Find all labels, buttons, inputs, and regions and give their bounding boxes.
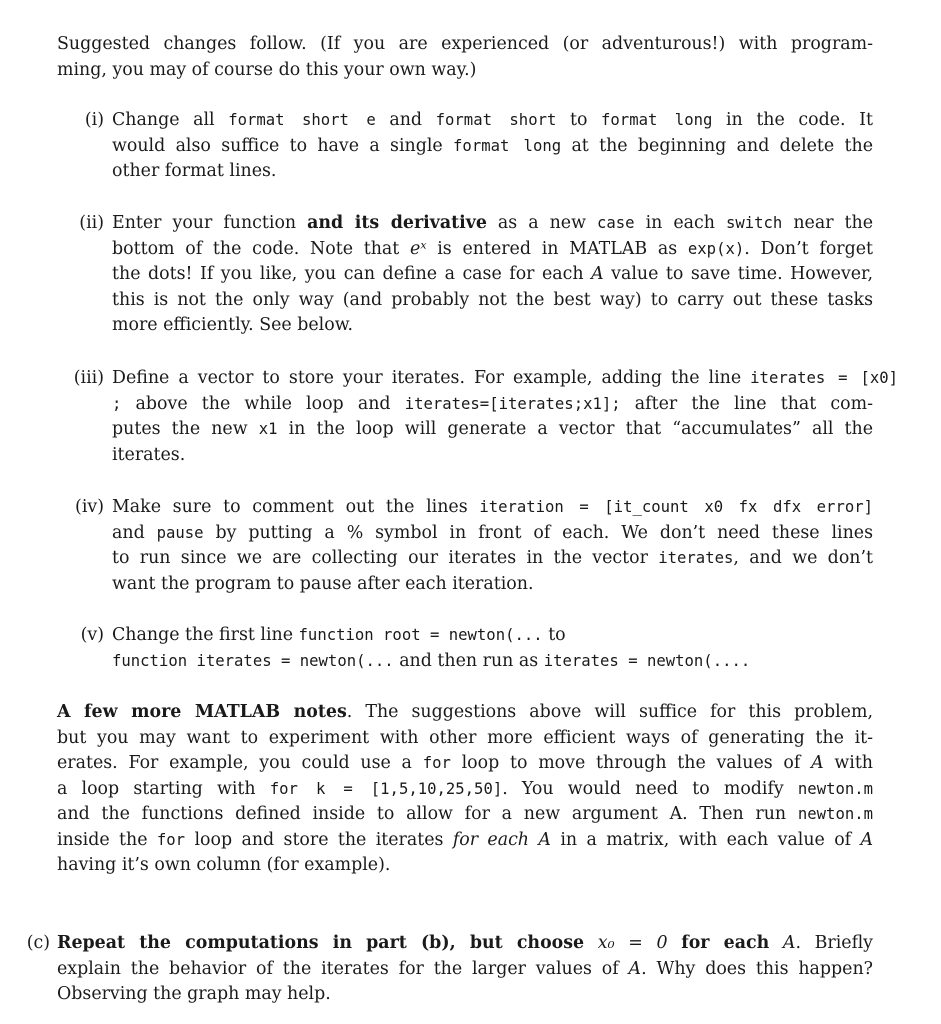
item-ii-line-1: Enter your function and its derivative as a new case in each switch near the (112, 213, 873, 233)
part-c-line-2: explain the behavior of the iterates for the larger values of A. Why does this happen? (57, 958, 873, 979)
item-i-line-1: Change all format short e and format short to format long in the code. It (112, 110, 873, 130)
item-ii-line-4: this is not the only way (and probably not the best way) to carry out these tasks (112, 289, 873, 310)
item-i-line-3: other format lines. (112, 161, 277, 181)
matlab-notes (57, 700, 873, 879)
item-i-line-2: would also suffice to have a single format long at the beginning and delete the (112, 135, 873, 156)
item-ii-label: (ii) (79, 213, 104, 233)
item-v-label: (v) (80, 625, 104, 645)
item-v (112, 623, 873, 674)
item-iii-label: (iii) (73, 368, 104, 388)
intro-paragraph (57, 32, 873, 83)
item-v-line-2: function iterates = newton(... and then run as iterates = newton(.... (112, 650, 751, 671)
item-i-label: (i) (84, 110, 104, 130)
notes-line-5: and the functions defined inside to allow for a new argument A. Then run newton.m (57, 804, 873, 824)
item-iv-line-2: and pause by putting a % symbol in front of each. We don’t need these lines (112, 522, 874, 543)
item-ii-line-2: bottom of the code. Note that eˣ is entered in MATLAB as exp(x). Don’t forget (112, 238, 874, 259)
item-iii-line-3: putes the new x1 in the loop will generate a vector that “accumulates” all the (112, 419, 874, 439)
item-iii-line-1: Define a vector to store your iterates. For example, adding the line iterates = [x0] (112, 368, 898, 388)
item-ii-line-5: more efficiently. See below. (112, 315, 354, 335)
item-iii-line-4: iterates. (112, 444, 186, 465)
notes-line-2: but you may want to experiment with other more efficient ways of generating the it- (57, 727, 873, 748)
intro-line-2: ming, you may of course do this your own way.) (57, 59, 477, 80)
part-c-line-3: Observing the graph may help. (57, 984, 331, 1004)
part-c (57, 931, 873, 1008)
part-c-line-1: Repeat the computations in part (b), but choose x₀ = 0 for each A. Briefly (57, 933, 874, 953)
item-v-line-1: Change the first line function root = newton(... to (112, 625, 566, 645)
notes-line-7: having it’s own column (for example). (57, 855, 391, 875)
notes-line-6: inside the for loop and store the iterates for each A in a matrix, with each value of A (57, 829, 874, 850)
item-i (112, 108, 873, 185)
item-iv-line-1: Make sure to comment out the lines iteration = [it_count x0 fx dfx error] (112, 497, 873, 517)
item-iv-line-4: want the program to pause after each iteration. (112, 573, 534, 594)
part-c-label: (c) (26, 933, 50, 953)
notes-line-3: erates. For example, you could use a for loop to move through the values of A with (57, 753, 874, 773)
item-iv-label: (iv) (75, 497, 104, 517)
item-iii (112, 366, 898, 468)
intro-line-1: Suggested changes follow. (If you are experienced (or adventurous!) with program- (57, 34, 873, 54)
item-ii (112, 211, 873, 339)
item-iii-line-2: ; above the while loop and iterates=[iterates;x1]; after the line that com- (112, 393, 874, 414)
item-ii-line-3: the dots! If you like, you can define a case for each A value to save time. However, (112, 264, 873, 284)
item-iv-line-3: to run since we are collecting our iterates in the vector iterates, and we don’t (112, 548, 874, 568)
notes-line-4: a loop starting with for k = [1,5,10,25,50]. You would need to modify newton.m (57, 778, 874, 799)
notes-line-1: A few more MATLAB notes. The suggestions above will suffice for this problem, (57, 702, 873, 722)
item-iv (112, 495, 873, 597)
